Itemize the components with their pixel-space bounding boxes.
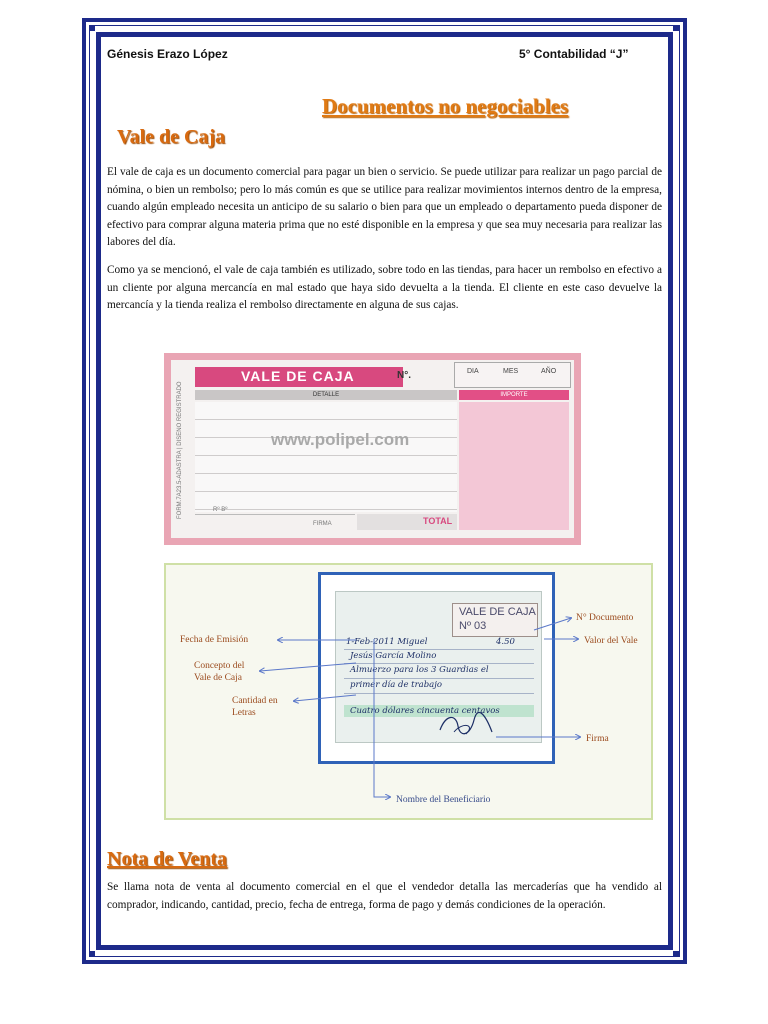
form-month-label: MES — [503, 368, 519, 375]
form-detail-lines — [195, 402, 457, 512]
border-corner-dot — [673, 25, 679, 31]
border-corner-dot — [89, 951, 95, 957]
page-title: Documentos no negociables — [322, 94, 569, 118]
form-watermark: www.polipel.com — [271, 430, 410, 449]
form-number-label: N°. — [397, 370, 411, 381]
section-title-vale-de-caja: Vale de Caja — [117, 126, 226, 148]
form-amount-header: IMPORTE — [459, 390, 569, 400]
form-year-label: AÑO — [541, 368, 557, 375]
form-detail-header: DETALLE — [195, 390, 457, 400]
form-total-label: TOTAL — [423, 516, 453, 526]
border-corner-dot — [89, 25, 95, 31]
author-name: Génesis Erazo López — [107, 47, 228, 61]
course-name: 5° Contabilidad “J” — [519, 47, 629, 61]
paragraph-vale-definition: El vale de caja es un documento comercial para pagar un bien o servicio. Se puede utilizar para realizar un pago parcial de nómina, o bien un rembolso; pero lo más común es que se utilice para realizar movimientos internos dentro de la empresa, cuando algún empleado necesita un anticipo de su salario o bien para que un empleado o departamento pueda disponer de efectivo para comprar alguna materia prima que no esté disponible en la empresa y que sea muy necesaria para realizar las labores del día. — [107, 166, 662, 248]
voucher-card-number: Nº 03 — [459, 620, 487, 632]
handwritten-amount-words: Cuatro dólares cincuenta centavos — [350, 706, 500, 716]
section-title-nota-de-venta: Nota de Venta — [107, 848, 228, 870]
label-nombre-beneficiario: Nombre del Beneficiario — [396, 795, 491, 805]
handwritten-beneficiary: Jesús García Molino — [350, 651, 437, 661]
voucher-form — [171, 360, 574, 538]
form-day-label: DIA — [467, 368, 479, 375]
label-fecha-emision: Fecha de Emisión — [180, 635, 249, 645]
form-amount-column — [459, 402, 569, 530]
form-side-text: FORM.7A23.5-ADASTRA | DISEÑO REGISTRADO — [177, 381, 183, 519]
form-date-box — [454, 362, 571, 388]
voucher-form-image — [164, 353, 581, 545]
form-footer — [195, 507, 355, 531]
voucher-card-title: VALE DE CAJA — [459, 606, 536, 618]
form-signature-label: FIRMA — [313, 521, 332, 527]
handwritten-date: 1-Feb-2011 Miguel — [346, 637, 428, 647]
label-valor-vale: Valor del Vale — [584, 636, 638, 646]
handwritten-amount: 4.50 — [496, 637, 515, 647]
form-received-label: Rº Bº — [213, 507, 228, 513]
annotation-arrows — [166, 565, 655, 822]
border-corner-dot — [673, 951, 679, 957]
label-numero-documento: N° Documento — [576, 613, 634, 623]
annotated-voucher-image — [164, 563, 653, 820]
label-firma: Firma — [586, 734, 609, 744]
paragraph-nota-definition: Se llama nota de venta al documento comercial en el que el vendedor detalla las mercaderías que ha vendido al comprador, indicando, cantidad, precio, fecha de entrega, forma de pago y demás condiciones de la operación. — [107, 881, 662, 911]
handwritten-concept-line1: Almuerzo para los 3 Guardias el — [350, 665, 489, 675]
label-concepto: Concepto del Vale de Caja — [194, 661, 245, 683]
paragraph-vale-usage: Como ya se mencionó, el vale de caja también es utilizado, sobre todo en las tiendas, para hacer un rembolso en efectivo a un cliente por alguna mercancía en mal estado que haya sido devuelta a la tienda. El cliente en este caso devuelve la mercancía y la tienda realiza el rembolso directamente en alguna de sus cajas. — [107, 264, 662, 311]
handwritten-concept-line2: primer día de trabajo — [350, 680, 442, 690]
form-title: VALE DE CAJA — [241, 368, 355, 384]
label-cantidad-letras: Cantidad en Letras — [232, 696, 278, 718]
